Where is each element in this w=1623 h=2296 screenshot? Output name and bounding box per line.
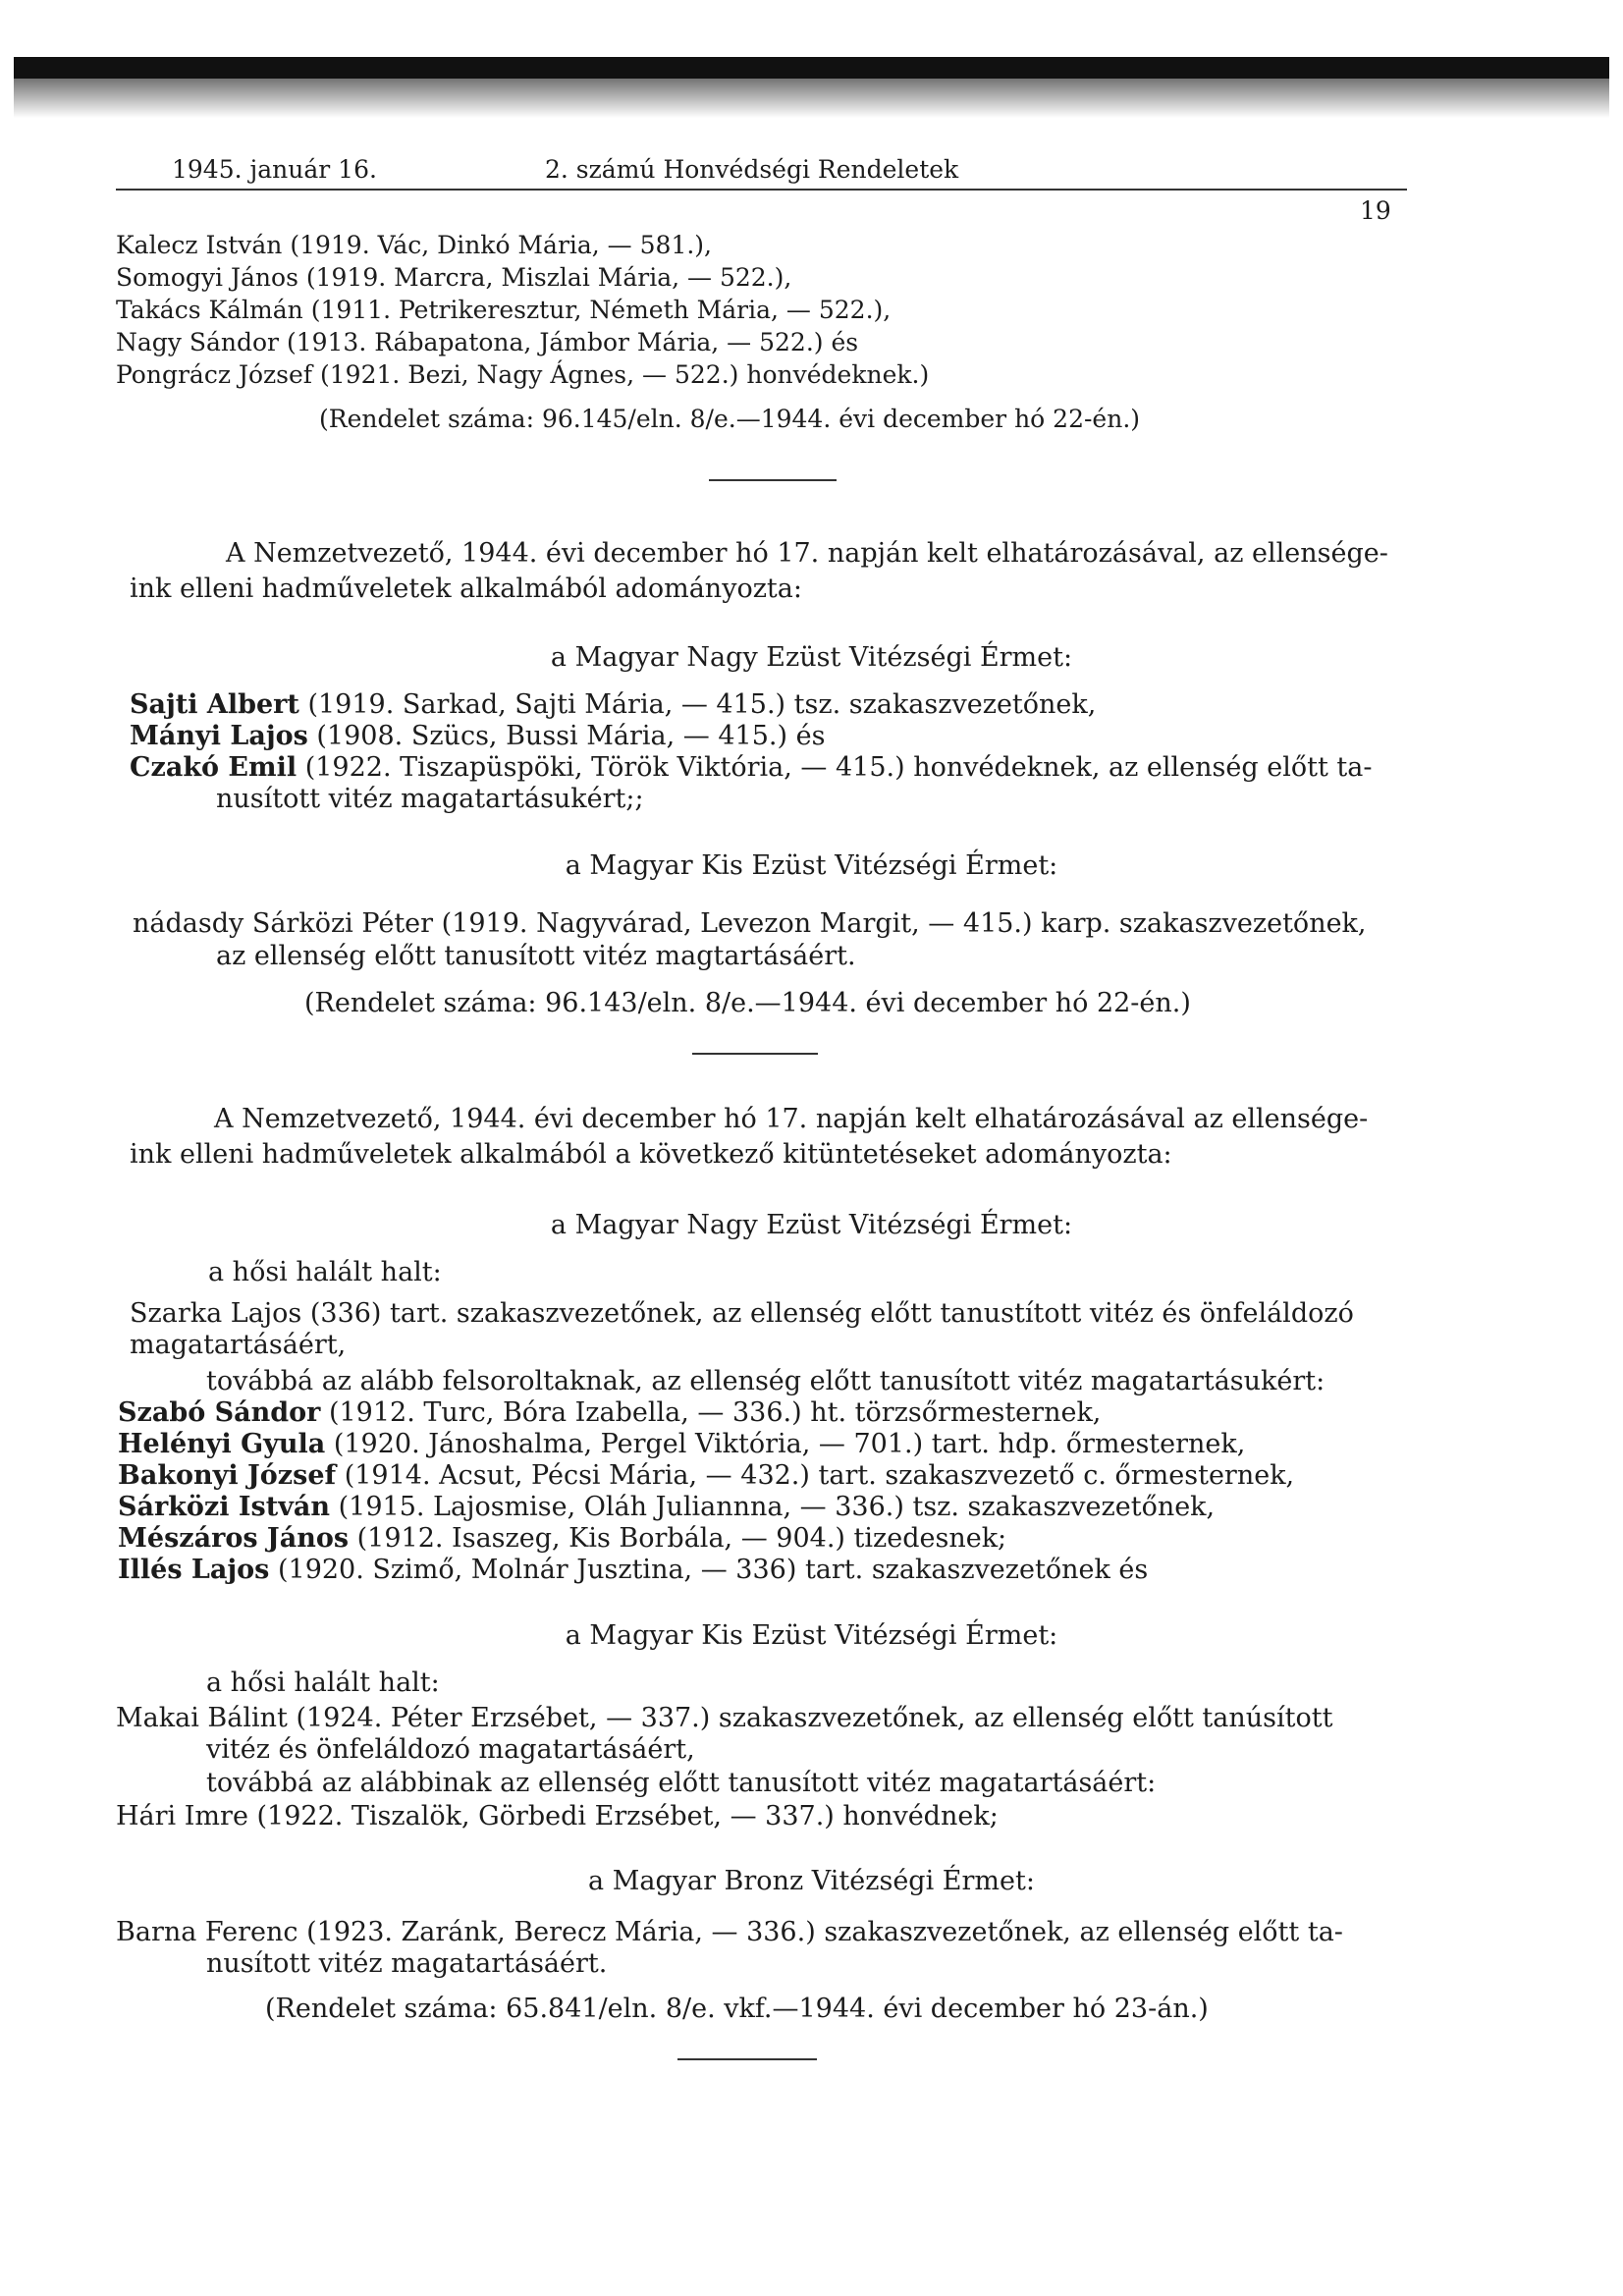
block1-line: Somogyi János (1919. Marcra, Miszlai Mária, — 522.), bbox=[116, 263, 792, 292]
block1-line: Pongrácz József (1921. Bezi, Nagy Ágnes, — 522.) honvédeknek.) bbox=[116, 360, 930, 389]
entry-details: (1912. Turc, Bóra Izabella, — 336.) ht. törzsőrmesternek, bbox=[328, 1397, 1102, 1428]
section-divider bbox=[692, 1053, 818, 1055]
section-divider bbox=[677, 2058, 817, 2060]
hero-line: Szarka Lajos (336) tart. szakaszvezetőnek, az ellenség előtt tanustított vitéz és önfeláldozó bbox=[130, 1298, 1354, 1329]
page-number: 19 bbox=[1360, 196, 1391, 225]
header-date: 1945. január 16. bbox=[172, 155, 377, 184]
block1-line: Takács Kálmán (1911. Petrikeresztur, Németh Mária, — 522.), bbox=[116, 296, 892, 324]
entry-details: (1922. Tiszapüspöki, Török Viktória, — 415.) honvédeknek, az ellenség előtt ta- bbox=[304, 752, 1373, 783]
entry-details: (1920. Szimő, Molnár Jusztina, — 336) tart. szakaszvezetőnek és bbox=[277, 1555, 1149, 1585]
entry-details: (1919. Sarkad, Sajti Mária, — 415.) tsz. szakaszvezetőnek, bbox=[307, 689, 1097, 720]
entry-details: (1915. Lajosmise, Oláh Juliannna, — 336.) tsz. szakaszvezetőnek, bbox=[338, 1492, 1216, 1522]
entry-line bbox=[118, 1460, 1294, 1491]
entry-details: (1912. Isaszeg, Kis Borbála, — 904.) tizedesnek; bbox=[356, 1523, 1007, 1554]
entry-line bbox=[130, 721, 825, 751]
entry-line bbox=[118, 1429, 1245, 1459]
hero-label: a hősi halált halt: bbox=[208, 1257, 442, 1287]
further-label: továbbá az alábbinak az ellenség előtt tanusított vitéz magatartásáért: bbox=[206, 1768, 1157, 1798]
decree-number: (Rendelet száma: 65.841/eln. 8/e. vkf.—1944. évi december hó 23-án.) bbox=[265, 1994, 1209, 2024]
intro-line: ink elleni hadműveletek alkalmából a következő kitüntetéseket adományozta: bbox=[130, 1139, 1172, 1170]
entry-name: Szabó Sándor bbox=[118, 1397, 321, 1428]
entry-line bbox=[118, 1492, 1215, 1522]
entry-name: Sajti Albert bbox=[130, 689, 299, 720]
scan-top-bar bbox=[14, 57, 1609, 79]
medal-title: a Magyar Nagy Ezüst Vitézségi Érmet: bbox=[550, 1210, 1073, 1240]
intro-line: ink elleni hadműveletek alkalmából adományozta: bbox=[130, 574, 802, 604]
entry-line: az ellenség előtt tanusított vitéz magtartásáért. bbox=[216, 941, 856, 971]
header-title: 2. számú Honvédségi Rendeletek bbox=[545, 155, 959, 184]
medal-title: a Magyar Kis Ezüst Vitézségi Érmet: bbox=[565, 1620, 1058, 1651]
entry-name: Illés Lajos bbox=[118, 1555, 270, 1585]
intro-line: A Nemzetvezető, 1944. évi december hó 17. napján kelt elhatározásával, az ellensége- bbox=[226, 538, 1388, 569]
block1-line: Kalecz István (1919. Vác, Dinkó Mária, — 581.), bbox=[116, 231, 712, 259]
medal-title: a Magyar Nagy Ezüst Vitézségi Érmet: bbox=[550, 642, 1073, 673]
entry-name: Czakó Emil bbox=[130, 752, 298, 783]
block1-line: Nagy Sándor (1913. Rábapatona, Jámbor Mária, — 522.) és bbox=[116, 328, 859, 356]
hero-line: magatartásáért, bbox=[130, 1330, 347, 1360]
hero-label: a hősi halált halt: bbox=[206, 1667, 440, 1698]
entry-line bbox=[118, 1397, 1101, 1428]
entry-details: (1920. Jánoshalma, Pergel Viktória, — 701.) tart. hdp. őrmesternek, bbox=[333, 1429, 1246, 1459]
header-rule bbox=[116, 189, 1407, 191]
hero-line: vitéz és önfeláldozó magatartásáért, bbox=[206, 1734, 695, 1765]
entry-line bbox=[130, 689, 1096, 720]
entry-name: Helényi Gyula bbox=[118, 1429, 326, 1459]
entry-line bbox=[118, 1555, 1148, 1585]
entry-continuation: nusított vitéz magatartásukért;; bbox=[216, 784, 644, 814]
entry-line: Barna Ferenc (1923. Zaránk, Berecz Mária, — 336.) szakaszvezetőnek, az ellenség előtt ta- bbox=[116, 1917, 1343, 1947]
entry-name: Mészáros János bbox=[118, 1523, 350, 1554]
intro-line: A Nemzetvezető, 1944. évi december hó 17. napján kelt elhatározásával az ellensége- bbox=[214, 1104, 1369, 1134]
entry-line: nusított vitéz magatartásáért. bbox=[206, 1948, 608, 1979]
entry-line bbox=[118, 1523, 1006, 1554]
decree-number: (Rendelet száma: 96.143/eln. 8/e.—1944. évi december hó 22-én.) bbox=[304, 988, 1191, 1018]
entry-name: Mányi Lajos bbox=[130, 721, 308, 751]
decree-number: (Rendelet száma: 96.145/eln. 8/e.—1944. évi december hó 22-én.) bbox=[319, 405, 1141, 433]
entry-name: Bakonyi József bbox=[118, 1460, 337, 1491]
entry-details: (1914. Acsut, Pécsi Mária, — 432.) tart. szakaszvezető c. őrmesternek, bbox=[344, 1460, 1295, 1491]
entry-line: Hári Imre (1922. Tiszalök, Görbedi Erzsébet, — 337.) honvédnek; bbox=[116, 1801, 999, 1831]
section-divider bbox=[709, 479, 837, 481]
entry-details: (1908. Szücs, Bussi Mária, — 415.) és bbox=[316, 721, 826, 751]
hero-line: Makai Bálint (1924. Péter Erzsébet, — 337.) szakaszvezetőnek, az ellenség előtt tanúsított bbox=[116, 1703, 1333, 1733]
scan-top-shadow bbox=[14, 79, 1609, 118]
medal-title: a Magyar Kis Ezüst Vitézségi Érmet: bbox=[565, 850, 1058, 881]
medal-title: a Magyar Bronz Vitézségi Érmet: bbox=[588, 1866, 1035, 1896]
entry-line bbox=[130, 752, 1372, 783]
entry-name: Sárközi István bbox=[118, 1492, 331, 1522]
entry-line: nádasdy Sárközi Péter (1919. Nagyvárad, Levezon Margit, — 415.) karp. szakaszvezetőnek, bbox=[133, 908, 1367, 939]
further-label: továbbá az alább felsoroltaknak, az ellenség előtt tanusított vitéz magatartásukért: bbox=[206, 1366, 1325, 1396]
